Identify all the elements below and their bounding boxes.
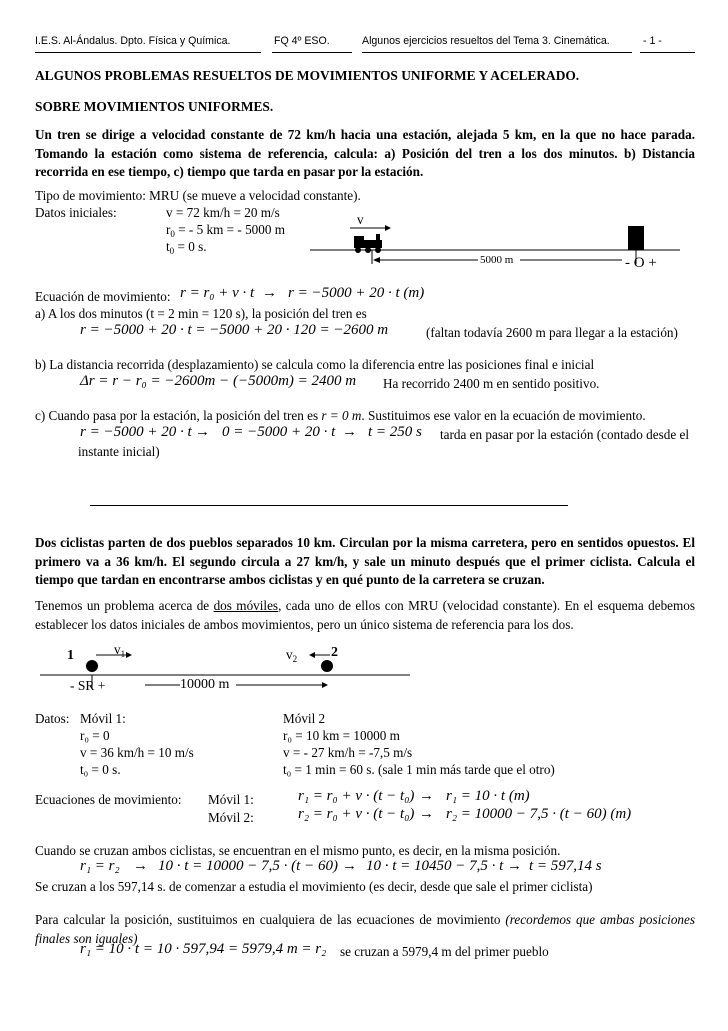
- header-rule: [272, 52, 352, 53]
- v1-arrowhead: [126, 652, 132, 658]
- p1-b-note: Ha recorrido 2400 m en sentido positivo.: [383, 376, 600, 391]
- header-school: I.E.S. Al-Ándalus. Dpto. Física y Química.: [35, 35, 231, 47]
- v2-arrowhead: [309, 652, 315, 658]
- p2-datos-label: Datos:: [35, 711, 70, 726]
- separator-rule: [90, 505, 568, 506]
- p2-pos-note: se cruzan a 5979,4 m del primer pueblo: [340, 944, 549, 959]
- p1-c-note: tarda en pasar por la estación (contado desde el: [440, 427, 689, 442]
- p2-intro: Tenemos un problema acerca de dos móviles, cada uno de ellos con MRU (velocidad constante). En el esquema debemos establecer los datos iniciales de ambos movimientos, pero un único sistema de referencia para los dos.: [35, 598, 696, 632]
- arrow: →: [262, 285, 277, 301]
- distance-arrowhead: [373, 257, 380, 263]
- arrow: →: [342, 858, 357, 874]
- p1-ec-label: Ecuación de movimiento:: [35, 289, 171, 304]
- problem1-statement: Un tren se dirige a velocidad constante de 72 km/h hacia una estación, alejada 5 km, en la que no hace parada. Tomando la estación como sistema de referencia, calcula: a) Posición del tren a los dos minutos. b) Distancia recorrida en ese tiempo, c) tiempo que tarda en pasar por la estación.: [35, 127, 695, 180]
- cyclist2-label: 2: [331, 645, 338, 660]
- p2-m2-eq2: r₂ = 10000 − 7,5 · (t − 60) (m): [446, 806, 632, 822]
- velocity-arrowhead: [385, 225, 391, 231]
- m2-title: Móvil 2: [283, 711, 326, 726]
- station-icon: [628, 226, 644, 250]
- p2-pos-eq: r₁ = 10 · t = 10 · 597,94 = 5979,4 m = r₂: [80, 941, 327, 957]
- p1-t0: $t_0 = 0$ s.: [166, 239, 207, 256]
- m1-title: Móvil 1:: [80, 711, 126, 726]
- section-title: SOBRE MOVIMIENTOS UNIFORMES.: [35, 99, 274, 114]
- header-rule: [35, 52, 261, 53]
- arrow: →: [342, 424, 357, 440]
- cyclist2-dot: [321, 660, 333, 672]
- p2-m2-eq1: r₂ = r₀ + v · (t − t₀): [298, 806, 415, 822]
- diagram-reference: - O +: [625, 255, 657, 271]
- v2-label: $v_2$: [286, 647, 298, 664]
- cyclist1-label: 1: [67, 648, 74, 663]
- problem2-statement: Dos ciclistas parten de dos pueblos separados 10 km. Circulan por la misma carretera, pero en sentidos opuestos. El primero va a 36 km/h. El segundo circula a 27 km/h, y sale un minuto después que el primer ciclista. Calcula el tiempo que tardan en encontrarse ambos ciclistas y en qué punto de la carretera se cruzan.: [35, 535, 695, 588]
- p1-b-text: b) La distancia recorrida (desplazamiento) se calcula como la diferencia entre las posiciones final e inicial: [35, 357, 595, 372]
- page-title: ALGUNOS PROBLEMAS RESUELTOS DE MOVIMIENTOS UNIFORME Y ACELERADO.: [35, 68, 580, 83]
- p1-ec2: r = −5000 + 20 · t (m): [288, 285, 425, 301]
- p1-a-note: (faltan todavía 2600 m para llegar a la estación): [426, 325, 678, 340]
- p1-datos-label: Datos iniciales:: [35, 205, 117, 220]
- header-rule: [362, 52, 632, 53]
- p1-c-eq3: t = 250 s: [368, 424, 422, 440]
- diagram-velocity-label: v: [357, 212, 364, 227]
- arrow: →: [419, 788, 434, 804]
- header-rule: [640, 52, 695, 53]
- arrow: →: [133, 858, 148, 874]
- p2-cross-eq4: t = 597,14 s: [529, 858, 602, 874]
- header-course: FQ 4º ESO.: [274, 35, 330, 47]
- diagram-distance: 5000 m: [480, 254, 514, 266]
- cyclist1-dot: [86, 660, 98, 672]
- sr-label: - SR +: [70, 678, 106, 693]
- header-topic: Algunos ejercicios resueltos del Tema 3. Cinemática.: [362, 35, 610, 47]
- header-page: - 1 -: [643, 35, 662, 47]
- p2-m1-eq2: r₁ = 10 · t (m): [446, 788, 530, 804]
- p1-tipo: Tipo de movimiento: MRU (se mueve a velocidad constante).: [35, 188, 361, 203]
- arrow: →: [195, 424, 210, 440]
- arrow: →: [419, 806, 434, 822]
- m2-t0: t₀ = 1 min = 60 s. (sale 1 min más tarde que el otro): [283, 762, 555, 777]
- p2-m2-label: Móvil 2:: [208, 810, 254, 825]
- distance-label: 10000 m: [180, 677, 230, 692]
- p2-m1-eq1: r₁ = r₀ + v · (t − t₀): [298, 788, 415, 804]
- m1-r0: r₀ = 0: [80, 728, 110, 743]
- p2-cross-result: Se cruzan a los 597,14 s. de comenzar a estudia el movimiento (es decir, desde que sale el primer ciclista): [35, 879, 593, 894]
- p1-a-text: a) A los dos minutos (t = 2 min = 120 s), la posición del tren es: [35, 306, 367, 321]
- m1-t0: t₀ = 0 s.: [80, 762, 121, 777]
- p2-cross-text: Cuando se cruzan ambos ciclistas, se encuentran en el mismo punto, es decir, en la misma posición.: [35, 843, 561, 858]
- arrow: →: [507, 858, 522, 874]
- p1-v: v = 72 km/h = 20 m/s: [166, 205, 280, 220]
- p1-c-eq1: r = −5000 + 20 · t: [80, 424, 192, 440]
- p1-c-note2: instante inicial): [78, 444, 160, 459]
- distance-arrowhead: [322, 682, 328, 688]
- p1-r0: $r_0$ = - 5 km = - 5000 m: [166, 222, 286, 239]
- m2-r0: r₀ = 10 km = 10000 m: [283, 728, 400, 743]
- p2-cross-eq1: r₁ = r₂: [80, 858, 120, 874]
- p1-ec1: r = r₀ + v · t: [180, 285, 255, 301]
- p2-m1-label: Móvil 1:: [208, 792, 254, 807]
- v1-label: $v_1$: [114, 642, 126, 659]
- p2-ec-label: Ecuaciones de movimiento:: [35, 792, 182, 807]
- p1-c-text: c) Cuando pasa por la estación, la posición del tren es r = 0 m. Sustituimos ese valor en la ecuación de movimiento.: [35, 408, 646, 423]
- p2-cross-eq2: 10 · t = 10000 − 7,5 · (t − 60): [158, 858, 338, 874]
- m2-v: v = - 27 km/h = -7,5 m/s: [283, 745, 413, 760]
- p2-cross-eq3: 10 · t = 10450 − 7,5 · t: [366, 858, 504, 874]
- p1-a-eq: r = −5000 + 20 · t = −5000 + 20 · 120 = −2600 m: [80, 322, 389, 338]
- p2-pos-text: Para calcular la posición, sustituimos en cualquiera de las ecuaciones de movimiento (recordemos que ambas posiciones finales son iguales): [35, 912, 696, 946]
- p1-c-eq2: 0 = −5000 + 20 · t: [222, 424, 336, 440]
- m1-v: v = 36 km/h = 10 m/s: [80, 745, 194, 760]
- p1-b-eq: Δr = r − r₀ = −2600m − (−5000m) = 2400 m: [80, 373, 357, 389]
